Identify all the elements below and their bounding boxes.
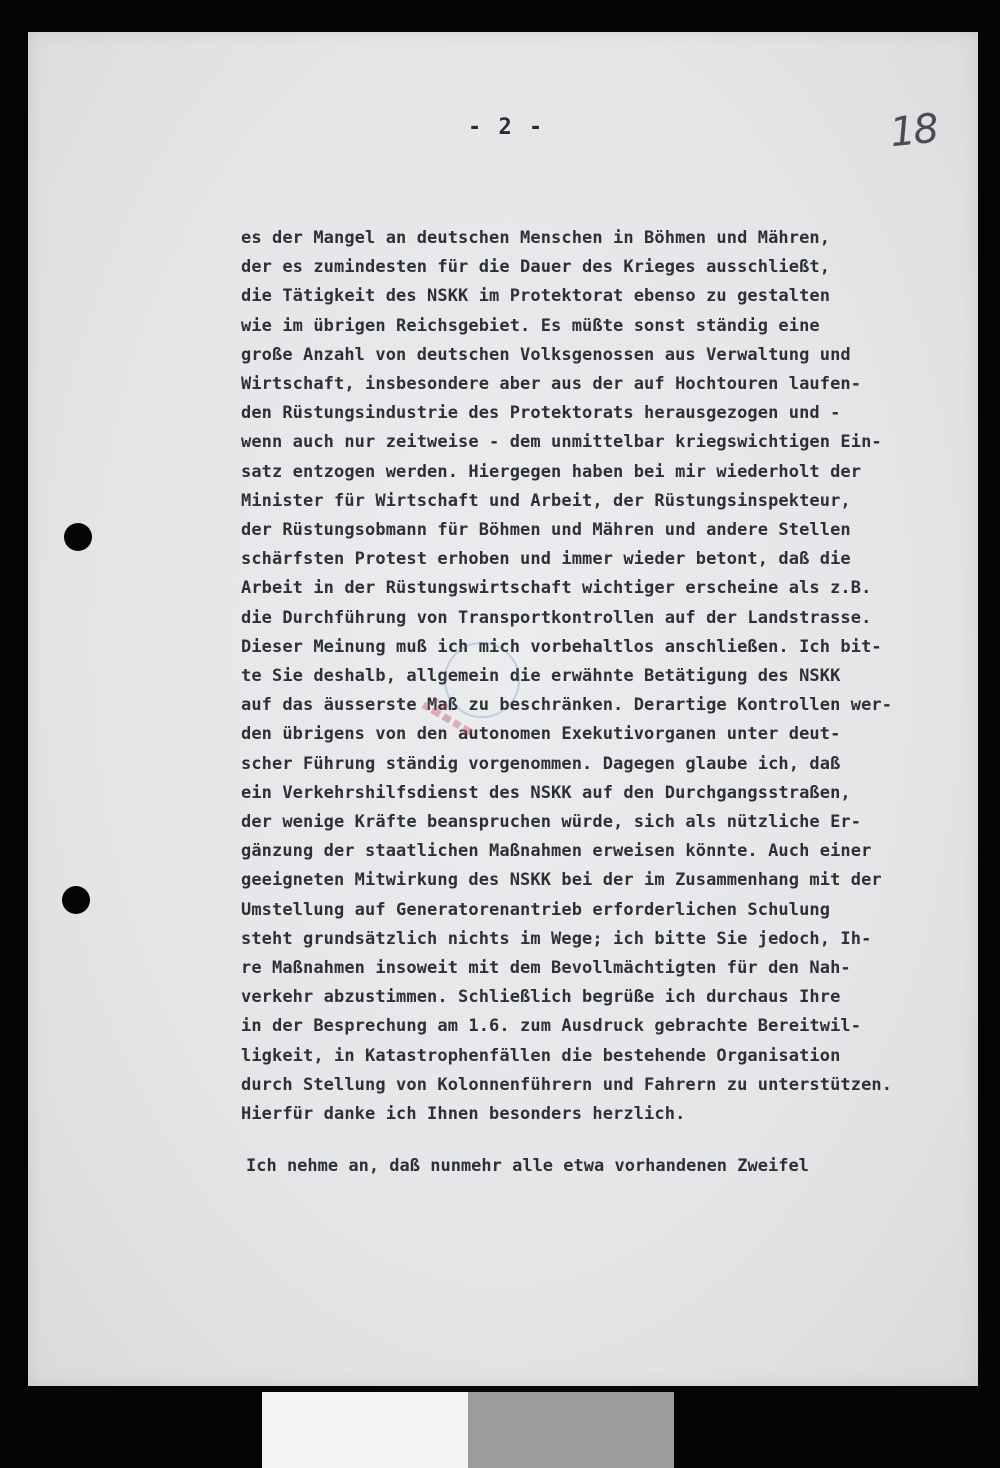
body-line: steht grundsätzlich nichts im Wege; ich bitte Sie jedoch, Ih-	[241, 928, 872, 949]
body-line: Minister für Wirtschaft und Arbeit, der Rüstungsinspekteur,	[241, 490, 851, 511]
body-line: Umstellung auf Generatorenantrieb erforderlichen Schulung	[241, 899, 831, 920]
body-line: große Anzahl von deutschen Volksgenossen aus Verwaltung und	[241, 344, 851, 365]
body-line: ligkeit, in Katastrophenfällen die bestehende Organisation	[241, 1045, 841, 1066]
body-line: die Durchführung von Transportkontrollen auf der Landstrasse.	[241, 607, 872, 628]
calibration-swatch-gray	[468, 1392, 674, 1468]
body-line: Arbeit in der Rüstungswirtschaft wichtiger erscheine als z.B.	[241, 578, 872, 599]
calibration-swatch-white	[262, 1392, 468, 1468]
closing-paragraph-start: Ich nehme an, daß nunmehr alle etwa vorhandenen Zweifel	[246, 1156, 809, 1176]
body-line: durch Stellung von Kolonnenführern und Fahrern zu unterstützen.	[241, 1074, 893, 1095]
letter-body	[241, 224, 981, 1129]
body-line: der es zumindesten für die Dauer des Krieges ausschließt,	[241, 257, 831, 278]
body-line: die Tätigkeit des NSKK im Protektorat ebenso zu gestalten	[241, 286, 831, 307]
body-line: geeigneten Mitwirkung des NSKK bei der im Zusammenhang mit der	[241, 870, 882, 891]
body-line: auf das äusserste Maß zu beschränken. Derartige Kontrollen wer-	[241, 695, 893, 716]
body-line: den übrigens von den autonomen Exekutivorganen unter deut-	[241, 724, 841, 745]
body-line: satz entzogen werden. Hiergegen haben bei mir wiederholt der	[241, 461, 862, 482]
body-line: wie im übrigen Reichsgebiet. Es müßte sonst ständig eine	[241, 315, 820, 336]
body-line: der Rüstungsobmann für Böhmen und Mähren und andere Stellen	[241, 520, 851, 541]
body-line: scher Führung ständig vorgenommen. Dagegen glaube ich, daß	[241, 753, 841, 774]
body-line: ein Verkehrshilfsdienst des NSKK auf den Durchgangsstraßen,	[241, 782, 851, 803]
body-line: Wirtschaft, insbesondere aber aus der auf Hochtouren laufen-	[241, 374, 862, 395]
body-line: schärfsten Protest erhoben und immer wieder betont, daß die	[241, 549, 851, 570]
body-line: Dieser Meinung muß ich mich vorbehaltlos anschließen. Ich bit-	[241, 636, 882, 657]
body-line: den Rüstungsindustrie des Protektorats herausgezogen und -	[241, 403, 841, 424]
body-line: wenn auch nur zeitweise - dem unmittelbar kriegswichtigen Ein-	[241, 432, 882, 453]
page-number: - 2 -	[468, 115, 545, 140]
handwritten-folio-number: 18	[887, 105, 940, 157]
punch-hole-bottom	[62, 886, 90, 914]
color-calibration-bar	[262, 1392, 674, 1468]
body-line: in der Besprechung am 1.6. zum Ausdruck gebrachte Bereitwil-	[241, 1016, 862, 1037]
body-line: re Maßnahmen insoweit mit dem Bevollmächtigten für den Nah-	[241, 958, 851, 979]
body-line: der wenige Kräfte beanspruchen würde, sich als nützliche Er-	[241, 812, 862, 833]
body-line: es der Mangel an deutschen Menschen in Böhmen und Mähren,	[241, 228, 831, 248]
paper-sheet	[28, 32, 978, 1386]
body-line: verkehr abzustimmen. Schließlich begrüße ich durchaus Ihre	[241, 987, 841, 1008]
body-line: gänzung der staatlichen Maßnahmen erweisen könnte. Auch einer	[241, 841, 872, 862]
body-line: te Sie deshalb, allgemein die erwähnte Betätigung des NSKK	[241, 666, 841, 687]
punch-hole-top	[64, 523, 92, 551]
body-line: Hierfür danke ich Ihnen besonders herzlich.	[241, 1104, 686, 1125]
